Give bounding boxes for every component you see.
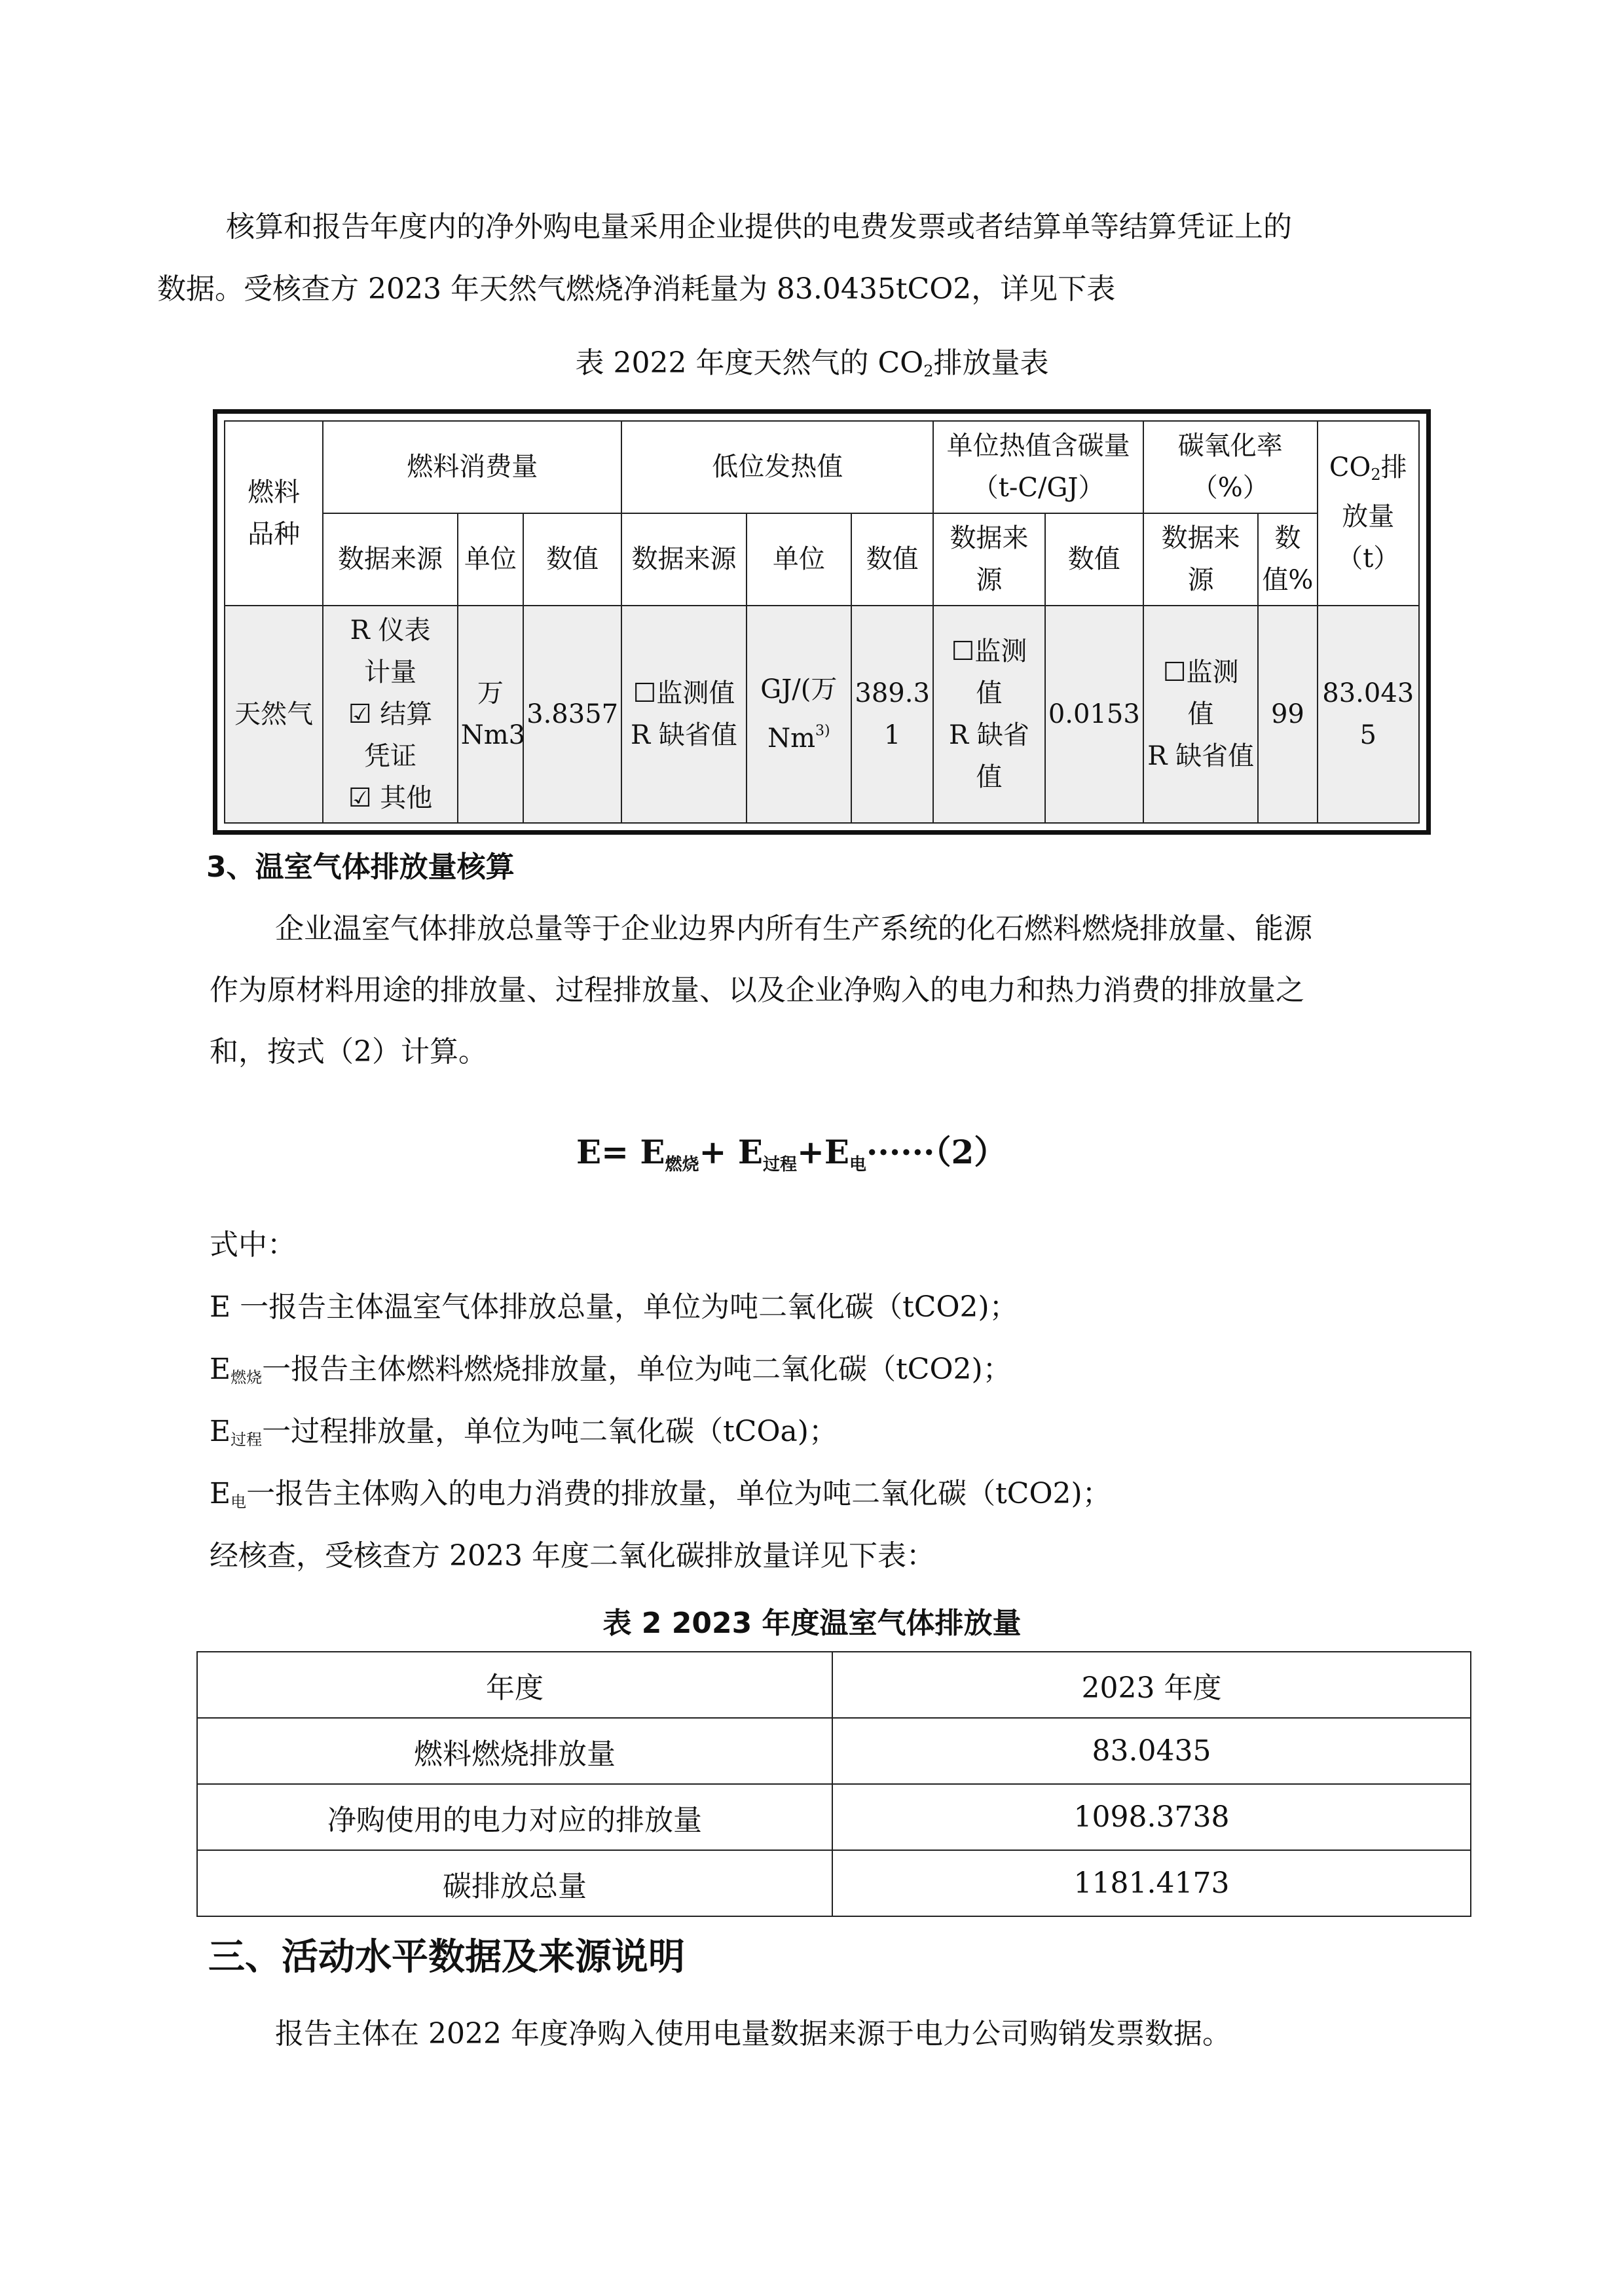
def-e-process: $E_{过程}$一过程排放量，单位为吨二氧化碳（tCOa)； <box>210 1415 838 1449</box>
section3-line3: 和，按式（2）计算。 <box>210 1035 487 1068</box>
header-co2-emission: $CO_2$排放量（t） <box>1318 421 1419 606</box>
section3-line2: 作为原材料用途的排放量、过程排放量、以及企业净购入的电力和热力消费的排放量之 <box>210 974 1304 1007</box>
row-cons-unit: 万 Nm3 <box>458 606 523 823</box>
row-ncv-source: ☐监测值 R 缺省值 <box>621 606 746 823</box>
table-row <box>197 1718 1471 1784</box>
row-cc-value: 0.0153 <box>1045 606 1143 823</box>
header-ncv-unit: 单位 <box>747 513 851 606</box>
row-ox-source: ☐监测值 R 缺省值 <box>1143 606 1258 823</box>
header-consumption: 燃料消费量 <box>323 421 621 513</box>
table2-cell: 燃料燃烧排放量 <box>197 1718 832 1784</box>
table2-cell: 碳排放总量 <box>197 1850 832 1916</box>
header-ncv: 低位发热值 <box>621 421 933 513</box>
table2 <box>196 1651 1471 1917</box>
row-co2-value: 83.0435 <box>1318 606 1419 823</box>
table2-cell: 2023 年度 <box>832 1652 1471 1718</box>
table-row <box>197 1652 1471 1718</box>
header-oxidation: 碳氧化率（%） <box>1143 421 1318 513</box>
para1-line2: 数据。受核查方 2023 年天然气燃烧净消耗量为 83.0435tCO2，详见下表 <box>157 272 1116 306</box>
row-ox-value: 99 <box>1258 606 1317 823</box>
section-three-heading: 三、活动水平数据及来源说明 <box>208 1936 685 1978</box>
defs-conclusion: 经核查，受核查方 2023 年度二氧化碳排放量详见下表： <box>210 1539 935 1573</box>
defs-intro: 式中： <box>210 1228 296 1262</box>
def-e: E 一报告主体温室气体排放总量，单位为吨二氧化碳（tCO2)； <box>210 1290 1018 1324</box>
row-fuel: 天然气 <box>225 606 323 823</box>
table2-caption: 表 2 2023 年度温室气体排放量 <box>602 1607 1022 1640</box>
header-ncv-source: 数据来源 <box>621 513 746 606</box>
row-cons-value: 3.8357 <box>523 606 621 823</box>
table2-cell: 1098.3738 <box>832 1784 1471 1850</box>
table1 <box>224 420 1420 824</box>
header-cc-value: 数值 <box>1045 513 1143 606</box>
def-e-combustion: $E_{燃烧}$一报告主体燃料燃烧排放量，单位为吨二氧化碳（tCO2)； <box>210 1353 1012 1387</box>
table1-frame <box>213 409 1431 835</box>
table-row <box>197 1784 1471 1850</box>
table2-cell: 83.0435 <box>832 1718 1471 1784</box>
header-ox-value: 数值% <box>1258 513 1317 606</box>
formula-2: $E= E_{燃烧}+ E_{过程}+E_电\cdot\cdot\cdot\cdot\cdot\cdot(2)$ <box>576 1133 1007 1175</box>
table-row <box>197 1850 1471 1916</box>
section-three-text: 报告主体在 2022 年度净购入使用电量数据来源于电力公司购销发票数据。 <box>275 2017 1231 2050</box>
header-fuel-type: 燃料品种 <box>225 421 323 606</box>
header-cons-source: 数据来源 <box>323 513 457 606</box>
header-carbon-content: 单位热值含碳量（t-C/GJ） <box>933 421 1143 513</box>
section3-heading: 3、温室气体排放量核算 <box>206 850 515 884</box>
para1-line1: 核算和报告年度内的净外购电量采用企业提供的电费发票或者结算单等结算凭证上的 <box>226 210 1292 244</box>
table1-caption: 表 2022 年度天然气的 $CO_2$排放量表 <box>575 346 1049 380</box>
header-cons-value: 数值 <box>523 513 621 606</box>
row-cc-source: ☐监测值 R 缺省值 <box>933 606 1044 823</box>
table2-cell: 净购使用的电力对应的排放量 <box>197 1784 832 1850</box>
row-cons-source: R 仪表计量 ☑ 结算凭证 ☑ 其他 <box>323 606 457 823</box>
header-cons-unit: 单位 <box>458 513 523 606</box>
header-ncv-value: 数值 <box>851 513 933 606</box>
header-ox-source: 数据来源 <box>1143 513 1258 606</box>
def-e-electricity: $E_电$一报告主体购入的电力消费的排放量，单位为吨二氧化碳（tCO2)； <box>210 1477 1111 1511</box>
table2-cell: 1181.4173 <box>832 1850 1471 1916</box>
header-cc-source: 数据来源 <box>933 513 1044 606</box>
row-ncv-unit: GJ/(万 Nm$^{3)}$ <box>747 606 851 823</box>
table2-cell: 年度 <box>197 1652 832 1718</box>
section3-line1: 企业温室气体排放总量等于企业边界内所有生产系统的化石燃料燃烧排放量、能源 <box>275 912 1312 945</box>
row-ncv-value: 389.31 <box>851 606 933 823</box>
